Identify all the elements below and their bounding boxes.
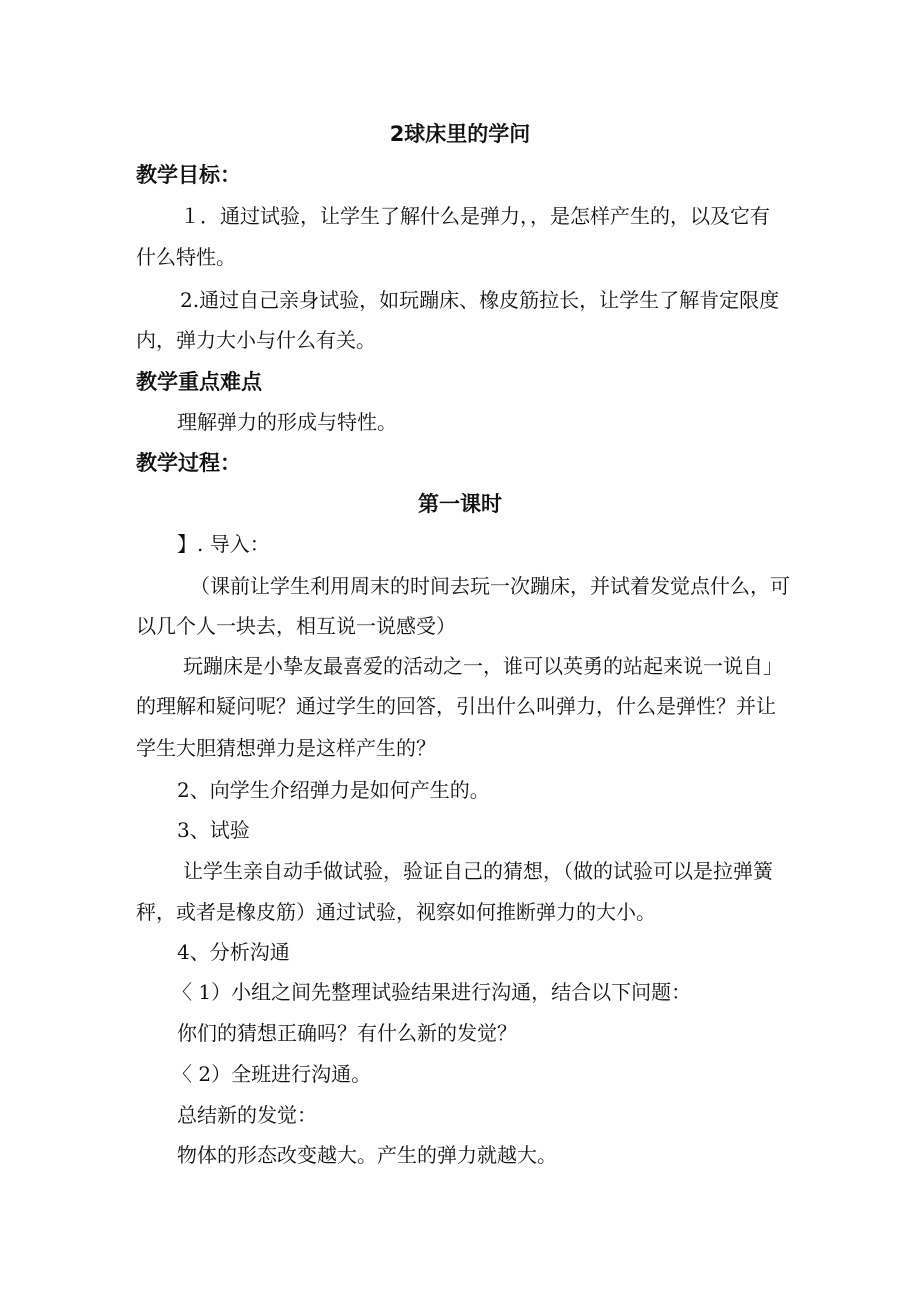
key-points-text: 理解弹力的形成与特性。 xyxy=(177,410,397,434)
note-line-1: （课前让学生利用周末的时间去玩一次蹦床，并试着发觉点什么，可 xyxy=(190,574,790,598)
paragraph-2-line-2: 秤，或者是橡皮筋）通过试验，视察如何推断弹力的大小。 xyxy=(136,900,656,924)
goals-heading: 教学目标： xyxy=(136,163,241,187)
process-heading: 教学过程： xyxy=(136,451,241,475)
goal-1-line-1: １．通过试验，让学生了解什么是弹力，，是怎样产生的，以及它有 xyxy=(180,204,770,228)
sub-step-2: 〈 2）全班进行沟通。 xyxy=(172,1062,372,1086)
sub-step-1: 〈 1）小组之间先整理试验结果进行沟通，结合以下问题： xyxy=(172,980,692,1004)
paragraph-1-line-2: 的理解和疑问呢？通过学生的回答，引出什么叫弹力，什么是弹性？并让 xyxy=(136,694,776,718)
note-line-2: 以几个人一块去，相互说一说感受） xyxy=(136,614,456,638)
step-1-intro: 】. 导入： xyxy=(177,532,270,556)
step-3: 3、试验 xyxy=(177,818,250,842)
paragraph-2-line-1: 让学生亲自动手做试验，验证自己的猜想，（做的试验可以是拉弹簧 xyxy=(183,859,773,883)
document-title: 2球床里的学问 xyxy=(389,122,531,146)
summary-label: 总结新的发觉： xyxy=(177,1103,317,1127)
step-2: 2、向学生介绍弹力是如何产生的。 xyxy=(177,778,490,802)
goal-2-line-1: 2.通过自己亲身试验，如玩蹦床、橡皮筋拉长，让学生了解肯定限度 xyxy=(180,288,780,312)
paragraph-1-line-3: 学生大胆猜想弹力是这样产生的？ xyxy=(136,736,436,760)
question-text: 你们的猜想正确吗？有什么新的发觉？ xyxy=(177,1021,517,1045)
paragraph-1-line-1: 玩蹦床是小挚友最喜爱的活动之一，谁可以英勇的站起来说一说自」 xyxy=(183,654,783,678)
key-points-heading: 教学重点难点 xyxy=(136,370,262,394)
step-4: 4、分析沟通 xyxy=(177,940,290,964)
goal-2-line-2: 内，弹力大小与什么有关。 xyxy=(136,328,376,352)
goal-1-line-2: 什么特性。 xyxy=(136,245,236,269)
summary-text: 物体的形态改变越大。产生的弹力就越大。 xyxy=(177,1143,557,1167)
lesson-title: 第一课时 xyxy=(418,492,502,516)
